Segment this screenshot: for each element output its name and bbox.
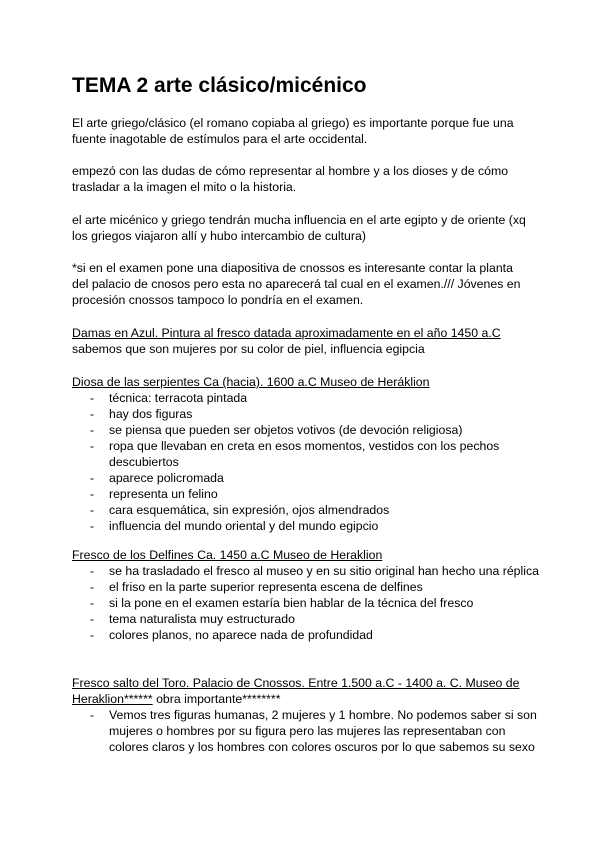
toro-list bbox=[72, 707, 542, 755]
bullet-dash: - bbox=[90, 628, 95, 642]
diosa-list bbox=[72, 390, 542, 534]
list-item-text: ropa que llevaban en creta en esos momentos, vestidos con los pechos descubiertos bbox=[109, 439, 500, 469]
exam-note-paragraph: *si en el examen pone una diapositiva de cnossos es interesante contar la planta del palacio de cnosos pero esta no aparecerá tal cual en el examen./// Jóvenes en procesión cnossos tampoco lo pondría en el examen. bbox=[72, 261, 521, 307]
list-item bbox=[72, 438, 542, 470]
bullet-dash: - bbox=[90, 564, 95, 578]
bullet-dash: - bbox=[90, 596, 95, 610]
list-item-text: si la pone en el examen estaría bien hablar de la técnica del fresco bbox=[109, 596, 474, 610]
section-heading-toro bbox=[72, 675, 522, 707]
list-item-text: se piensa que pueden ser objetos votivos (de devoción religiosa) bbox=[109, 423, 463, 437]
delfines-list bbox=[72, 563, 542, 643]
list-item-text: cara esquemática, sin expresión, ojos almendrados bbox=[109, 503, 390, 517]
bullet-dash: - bbox=[90, 503, 95, 517]
list-item-text: aparece policromada bbox=[109, 471, 224, 485]
section-heading-delfines: Fresco de los Delfines Ca. 1450 a.C Museo de Heraklion bbox=[72, 548, 383, 562]
toro-heading-underlined: Fresco salto del Toro. Palacio de Cnossos. Entre 1.500 a.C - 1400 a. C. Museo de Heraklion****** bbox=[72, 676, 520, 706]
list-item bbox=[72, 502, 542, 518]
list-item bbox=[72, 627, 542, 643]
list-item bbox=[72, 579, 542, 595]
section-heading-damas: Damas en Azul. Pintura al fresco datada aproximadamente en el año 1450 a.C bbox=[72, 326, 501, 340]
list-item bbox=[72, 707, 542, 755]
list-item bbox=[72, 486, 542, 502]
bullet-dash: - bbox=[90, 580, 95, 594]
list-item-text: hay dos figuras bbox=[109, 407, 193, 421]
list-item-text: tema naturalista muy estructurado bbox=[109, 612, 295, 626]
list-item bbox=[72, 611, 542, 627]
damas-text: sabemos que son mujeres por su color de piel, influencia egipcia bbox=[72, 342, 425, 356]
list-item-text: el friso en la parte superior representa escena de delfines bbox=[109, 580, 423, 594]
list-item bbox=[72, 595, 542, 611]
bullet-dash: - bbox=[90, 423, 95, 437]
list-item-text: Vemos tres figuras humanas, 2 mujeres y 1 hombre. No podemos saber si son mujeres o hombres por su figura pero las mujeres las representaban con colores claros y los hombres con colores oscuros por lo que sabemos su sexo bbox=[109, 708, 537, 754]
bullet-dash: - bbox=[90, 708, 95, 722]
bullet-dash: - bbox=[90, 471, 95, 485]
list-item-text: representa un felino bbox=[109, 487, 218, 501]
toro-heading-note: obra importante******** bbox=[152, 692, 281, 706]
list-item-text: se ha trasladado el fresco al museo y en su sitio original han hecho una réplica bbox=[109, 564, 539, 578]
bullet-dash: - bbox=[90, 612, 95, 626]
list-item-text: técnica: terracota pintada bbox=[109, 391, 248, 405]
page-title: TEMA 2 arte clásico/micénico bbox=[72, 74, 367, 97]
list-item bbox=[72, 518, 542, 534]
bullet-dash: - bbox=[90, 407, 95, 421]
list-item bbox=[72, 390, 542, 406]
list-item-text: colores planos, no aparece nada de profundidad bbox=[109, 628, 373, 642]
bullet-dash: - bbox=[90, 439, 95, 453]
list-item bbox=[72, 563, 542, 579]
bullet-dash: - bbox=[90, 519, 95, 533]
bullet-dash: - bbox=[90, 487, 95, 501]
bullet-dash: - bbox=[90, 391, 95, 405]
paragraph: el arte micénico y griego tendrán mucha influencia en el arte egipto y de oriente (xq los griegos viajaron allí y hubo intercambio de cultura) bbox=[72, 213, 526, 243]
paragraph: empezó con las dudas de cómo representar al hombre y a los dioses y de cómo trasladar a la imagen el mito o la historia. bbox=[72, 164, 509, 194]
section-heading-diosa: Diosa de las serpientes Ca (hacia). 1600 a.C Museo de Heráklion bbox=[72, 375, 430, 389]
list-item bbox=[72, 422, 542, 438]
list-item-text: influencia del mundo oriental y del mundo egipcio bbox=[109, 519, 379, 533]
list-item bbox=[72, 470, 542, 486]
intro-paragraph: El arte griego/clásico (el romano copiaba al griego) es importante porque fue una fuente inagotable de estímulos para el arte occidental. bbox=[72, 116, 514, 146]
list-item bbox=[72, 406, 542, 422]
